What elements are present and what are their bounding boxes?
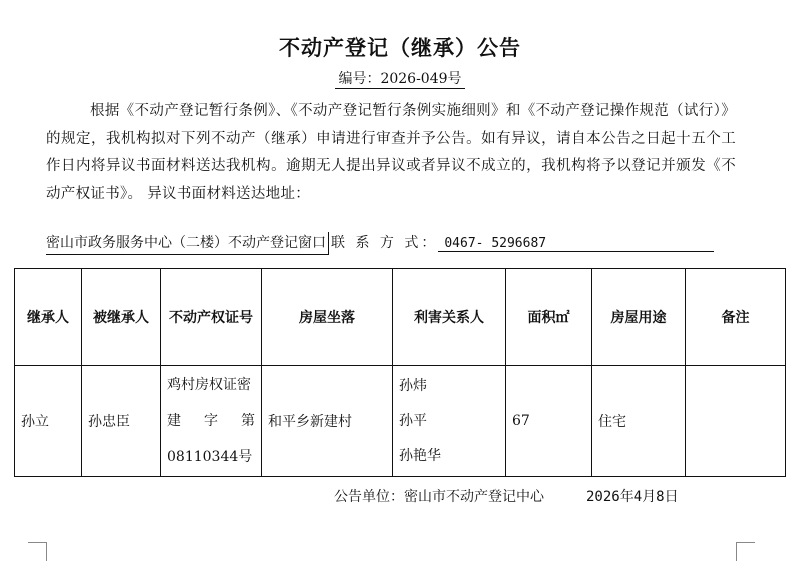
cell-heir: 孙立: [15, 366, 82, 477]
page-corner-mark-right: [736, 542, 755, 561]
notice-footer: [334, 486, 679, 506]
cell-decedent: 孙忠臣: [82, 366, 161, 477]
cert-line-2-part: 建: [167, 413, 181, 429]
cert-line-2-part: 第: [241, 413, 255, 429]
header-area: 面积㎡: [506, 269, 592, 366]
contact-line: [46, 232, 732, 255]
header-cert-no: 不动产权证号: [161, 269, 262, 366]
contact-label: 联 系 方 式：: [331, 235, 439, 251]
contact-phone: 0467- 5296687: [438, 236, 714, 252]
document-number-text: 编号：2026-049号: [335, 71, 464, 89]
header-location: 房屋坐落: [262, 269, 393, 366]
interested-party: 孙艳华: [399, 447, 441, 464]
page-corner-mark-left: [28, 542, 47, 561]
notice-title: 不动产登记（继承）公告: [279, 35, 521, 60]
inheritance-table: [14, 268, 786, 477]
interested-party: 孙炜: [399, 377, 427, 394]
header-remark: 备注: [686, 269, 786, 366]
table-row: [15, 366, 786, 477]
submission-address: 密山市政务服务中心（二楼）不动产登记窗口: [46, 232, 329, 255]
header-heir: 继承人: [15, 269, 82, 366]
cell-usage: 住宅: [592, 366, 686, 477]
header-decedent: 被继承人: [82, 269, 161, 366]
notice-body-paragraph: 根据《不动产登记暂行条例》、《不动产登记暂行条例实施细则》和《不动产登记操作规范（试行）》的规定，我机构拟对下列不动产（继承）申请进行审查并予公告。如有异议，请自本公告之日起十五个工作日内将异议书面材料送达我机构。逾期无人提出异议或者异议不成立的，我机构将予以登记并颁发《不动产权证书》。 异议书面材料送达地址：: [46, 103, 736, 202]
cell-area: 67: [506, 366, 592, 477]
table-header-row: [15, 269, 786, 366]
cell-cert-no: [161, 366, 262, 477]
header-usage: 房屋用途: [592, 269, 686, 366]
cert-line-2: [167, 403, 255, 439]
notice-date: 2026年4月8日: [586, 489, 679, 505]
cert-line-3: 08110344号: [167, 449, 253, 465]
issuing-unit: 公告单位：密山市不动产登记中心: [334, 489, 544, 505]
cert-line-2-part: 字: [204, 413, 218, 429]
header-interested-parties: 利害关系人: [393, 269, 506, 366]
cell-remark: [686, 366, 786, 477]
cert-line-1: 鸡村房权证密: [167, 377, 251, 393]
document-number: [0, 68, 800, 88]
interested-party: 孙平: [399, 412, 427, 429]
cell-interested-parties: [393, 366, 506, 477]
cell-location: 和平乡新建村: [262, 366, 393, 477]
